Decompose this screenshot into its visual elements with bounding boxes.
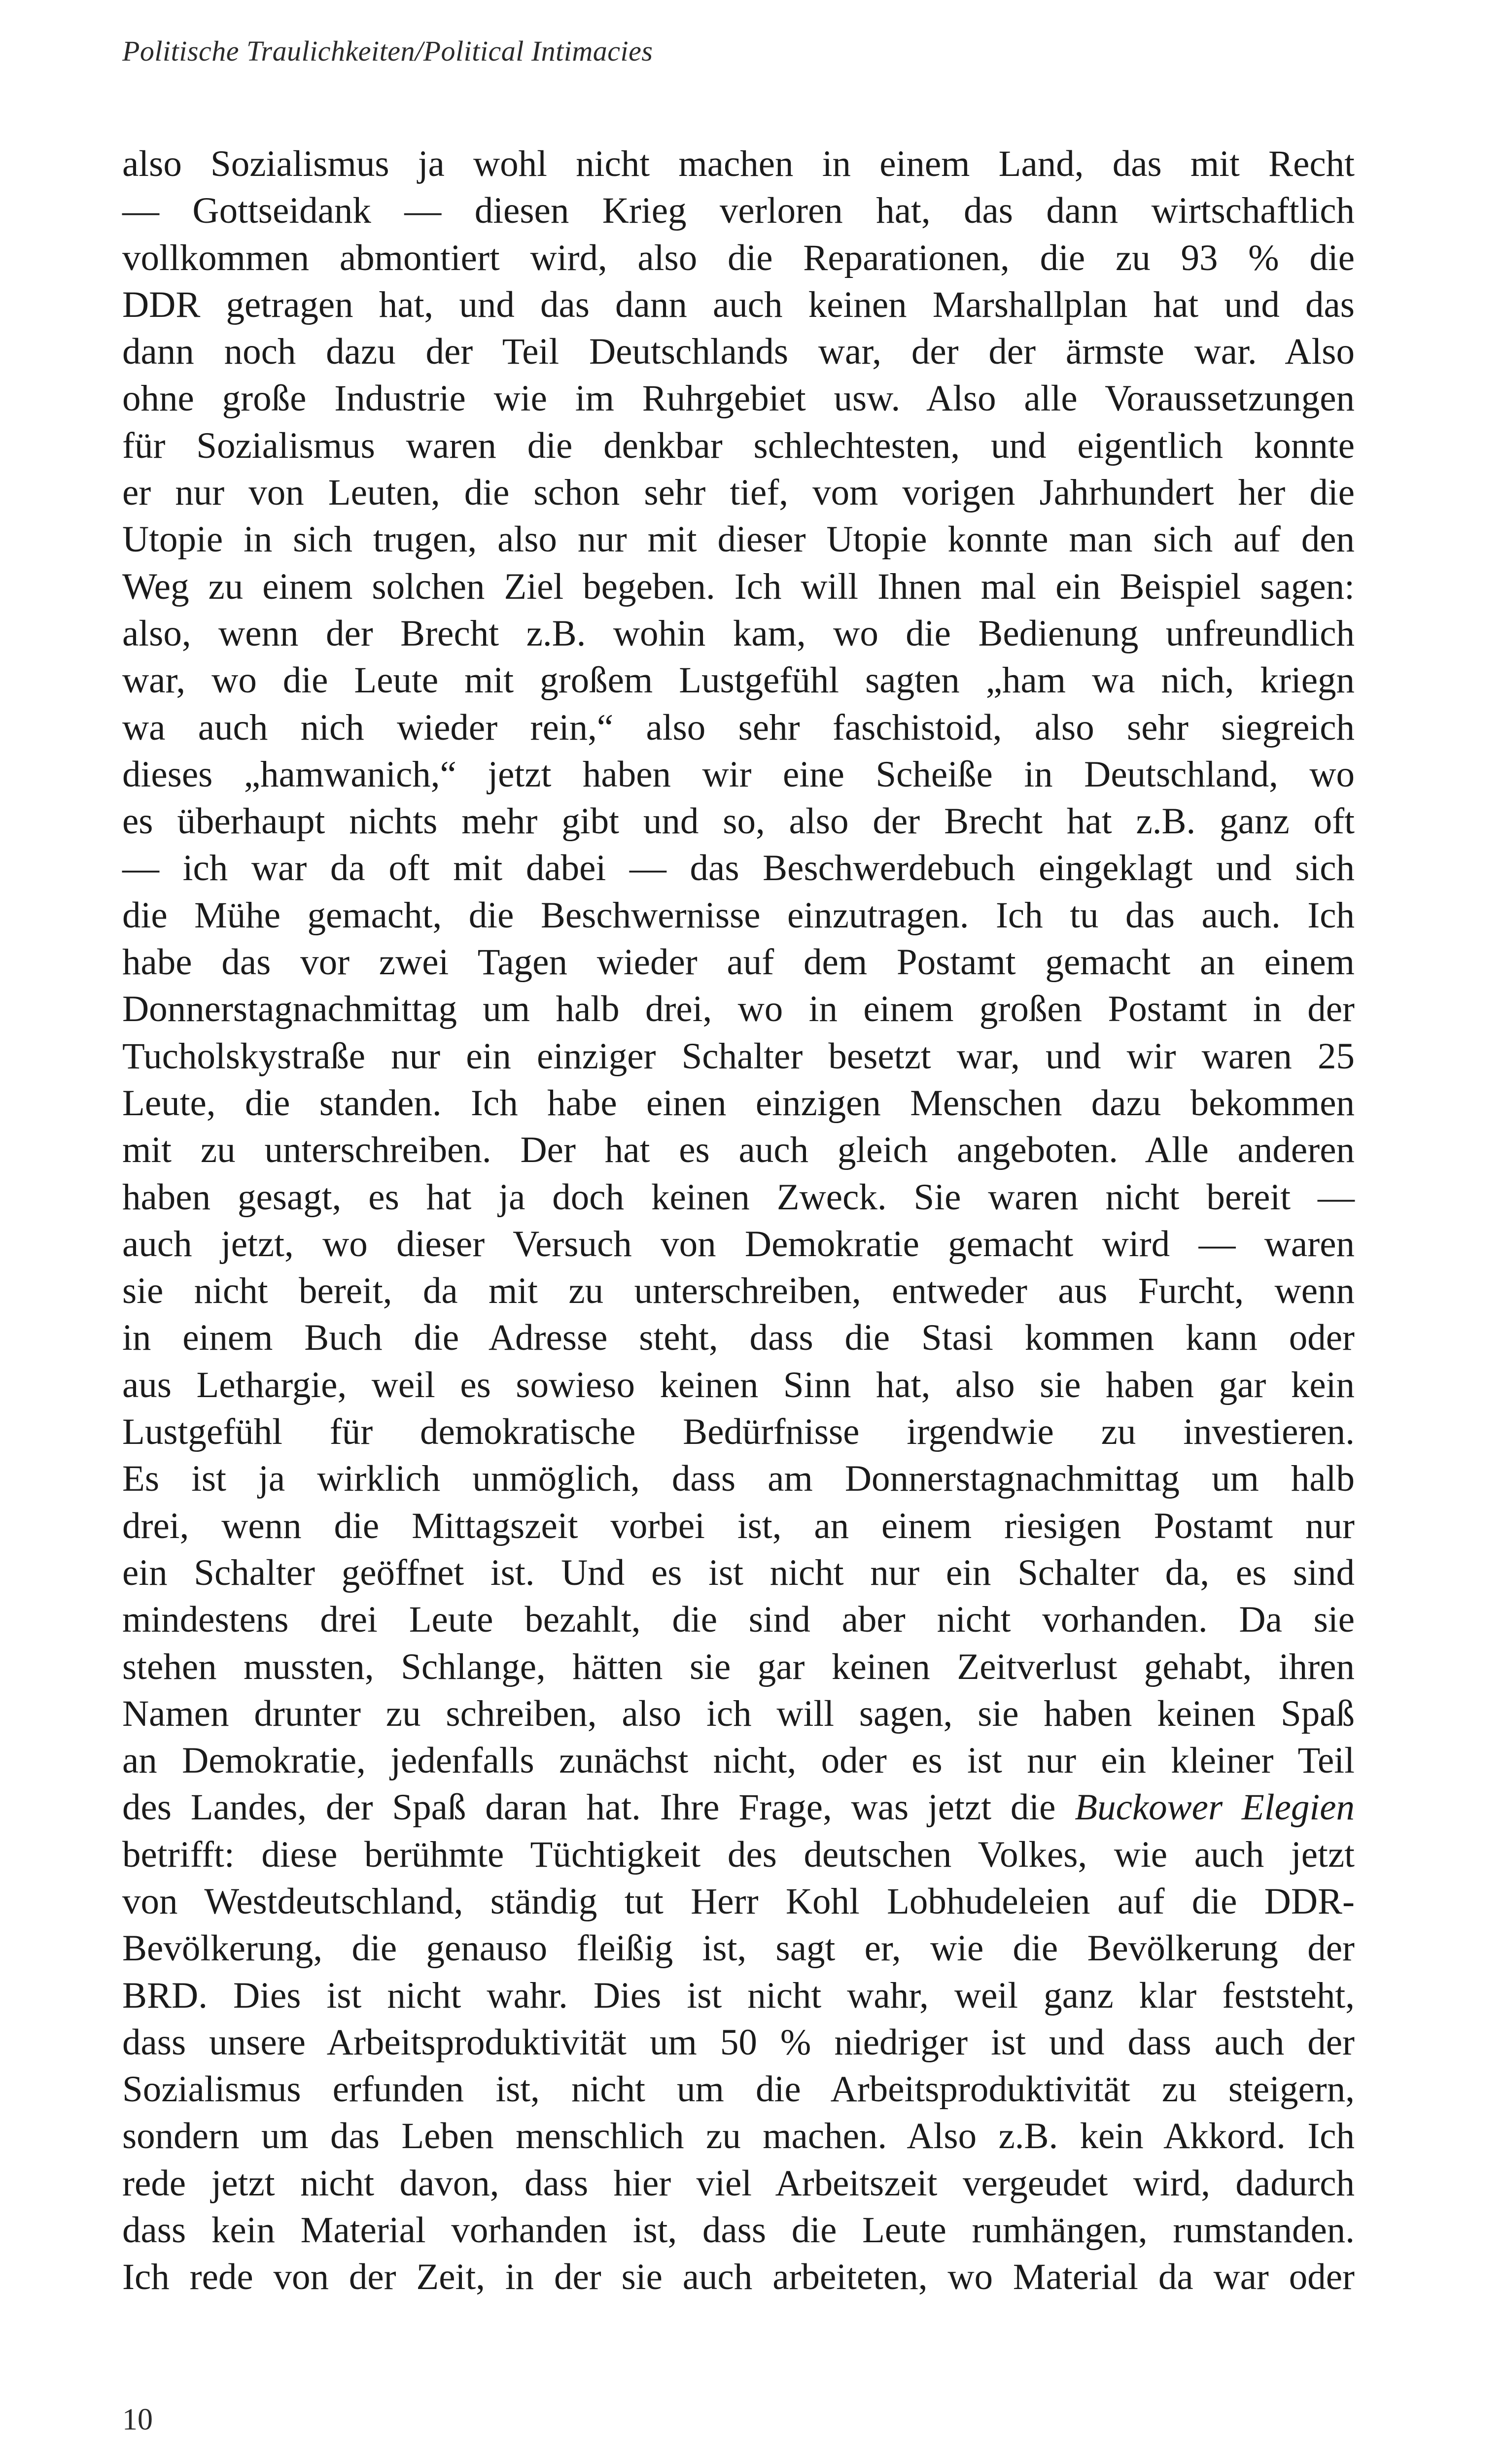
text-line-32: mindestens drei Leute bezahlt, die sind aber nicht vorhanden. Da sie (122, 1599, 1355, 1641)
text-line-36-lead: des Landes, der Spaß daran hat. Ihre Frage, was jetzt die (122, 1787, 1075, 1828)
text-line-18: habe das vor zwei Tagen wieder auf dem Postamt gemacht an einem (122, 942, 1355, 983)
text-line-4: DDR getragen hat, und das dann auch keinen Marshallplan hat und das (122, 284, 1355, 325)
text-line-1: also Sozialismus ja wohl nicht machen in einem Land, das mit Recht (122, 143, 1355, 184)
text-line-2: — Gottseidank — diesen Krieg verloren hat, das dann wirtschaftlich (122, 190, 1355, 232)
text-line-20: Tucholskystraße nur ein einziger Schalter besetzt war, und wir waren 25 (122, 1035, 1355, 1077)
text-line-19: Donnerstagnachmittag um halb drei, wo in einem großen Postamt in der (122, 989, 1355, 1030)
text-line-17: die Mühe gemacht, die Beschwernisse einzutragen. Ich tu das auch. Ich (122, 894, 1355, 936)
text-line-14: dieses „hamwanich,“ jetzt haben wir eine Scheiße in Deutschland, wo (122, 753, 1355, 795)
text-line-23: haben gesagt, es hat ja doch keinen Zweck. Sie waren nicht bereit — (122, 1176, 1355, 1218)
text-line-9: Utopie in sich trugen, also nur mit dieser Utopie konnte man sich auf den (122, 519, 1355, 560)
text-line-16: — ich war da oft mit dabei — das Beschwerdebuch eingeklagt und sich (122, 848, 1355, 889)
text-line-5: dann noch dazu der Teil Deutschlands war, der der ärmste war. Also (122, 331, 1355, 373)
text-line-45: dass kein Material vorhanden ist, dass die Leute rumhängen, rumstanden. (122, 2210, 1355, 2251)
text-line-8: er nur von Leuten, die schon sehr tief, vom vorigen Jahrhundert her die (122, 472, 1355, 513)
text-line-10: Weg zu einem solchen Ziel begeben. Ich will Ihnen mal ein Beispiel sagen: (122, 566, 1355, 607)
text-line-43: sondern um das Leben menschlich zu machen. Also z.B. kein Akkord. Ich (122, 2116, 1355, 2157)
book-title-italic: Buckower Elegien (1075, 1787, 1355, 1828)
text-line-38: von Westdeutschland, ständig tut Herr Kohl Lobhudeleien auf die DDR- (122, 1881, 1355, 1922)
text-line-41: dass unsere Arbeitsproduktivität um 50 % niedriger ist und dass auch der (122, 2021, 1355, 2063)
text-line-39: Bevölkerung, die genauso fleißig ist, sagt er, wie die Bevölkerung der (122, 1928, 1355, 1969)
text-line-36 (122, 1784, 1355, 1831)
text-line-29: Es ist ja wirklich unmöglich, dass am Donnerstagnachmittag um halb (122, 1458, 1355, 1500)
text-line-33: stehen mussten, Schlange, hätten sie gar keinen Zeitverlust gehabt, ihren (122, 1646, 1355, 1687)
text-line-6: ohne große Industrie wie im Ruhrgebiet usw. Also alle Voraussetzungen (122, 378, 1355, 419)
text-line-30: drei, wenn die Mittagszeit vorbei ist, an einem riesigen Postamt nur (122, 1505, 1355, 1546)
text-line-42: Sozialismus erfunden ist, nicht um die Arbeitsproduktivität zu steigern, (122, 2069, 1355, 2110)
running-head: Politische Traulichkeiten/Political Intimacies (122, 35, 653, 67)
text-line-27: aus Lethargie, weil es sowieso keinen Sinn hat, also sie haben gar kein (122, 1364, 1355, 1405)
text-line-35: an Demokratie, jedenfalls zunächst nicht, oder es ist nur ein kleiner Teil (122, 1740, 1355, 1781)
text-line-44: rede jetzt nicht davon, dass hier viel Arbeitszeit vergeudet wird, dadurch (122, 2162, 1355, 2204)
text-line-7: für Sozialismus waren die denkbar schlechtesten, und eigentlich konnte (122, 425, 1355, 466)
text-line-46: Ich rede von der Zeit, in der sie auch arbeiteten, wo Material da war oder (122, 2257, 1355, 2298)
page-number: 10 (122, 2403, 153, 2436)
text-line-3: vollkommen abmontiert wird, also die Reparationen, die zu 93 % die (122, 237, 1355, 278)
text-line-40: BRD. Dies ist nicht wahr. Dies ist nicht wahr, weil ganz klar feststeht, (122, 1975, 1355, 2016)
text-line-26: in einem Buch die Adresse steht, dass die Stasi kommen kann oder (122, 1317, 1355, 1359)
body-text (122, 140, 1355, 2301)
text-line-11: also, wenn der Brecht z.B. wohin kam, wo die Bedienung unfreundlich (122, 613, 1355, 654)
text-line-31: ein Schalter geöffnet ist. Und es ist nicht nur ein Schalter da, es sind (122, 1552, 1355, 1593)
text-line-15: es überhaupt nichts mehr gibt und so, also der Brecht hat z.B. ganz oft (122, 801, 1355, 842)
text-line-22: mit zu unterschreiben. Der hat es auch gleich angeboten. Alle anderen (122, 1129, 1355, 1171)
text-line-13: wa auch nich wieder rein,“ also sehr faschistoid, also sehr siegreich (122, 707, 1355, 748)
text-line-25: sie nicht bereit, da mit zu unterschreiben, entweder aus Furcht, wenn (122, 1270, 1355, 1312)
text-line-37: betrifft: diese berühmte Tüchtigkeit des deutschen Volkes, wie auch jetzt (122, 1834, 1355, 1875)
text-line-28: Lustgefühl für demokratische Bedürfnisse irgendwie zu investieren. (122, 1411, 1355, 1453)
text-line-34: Namen drunter zu schreiben, also ich will sagen, sie haben keinen Spaß (122, 1693, 1355, 1734)
text-line-24: auch jetzt, wo dieser Versuch von Demokratie gemacht wird — waren (122, 1223, 1355, 1265)
text-line-12: war, wo die Leute mit großem Lustgefühl sagten „ham wa nich, kriegn (122, 660, 1355, 701)
text-line-21: Leute, die standen. Ich habe einen einzigen Menschen dazu bekommen (122, 1082, 1355, 1124)
